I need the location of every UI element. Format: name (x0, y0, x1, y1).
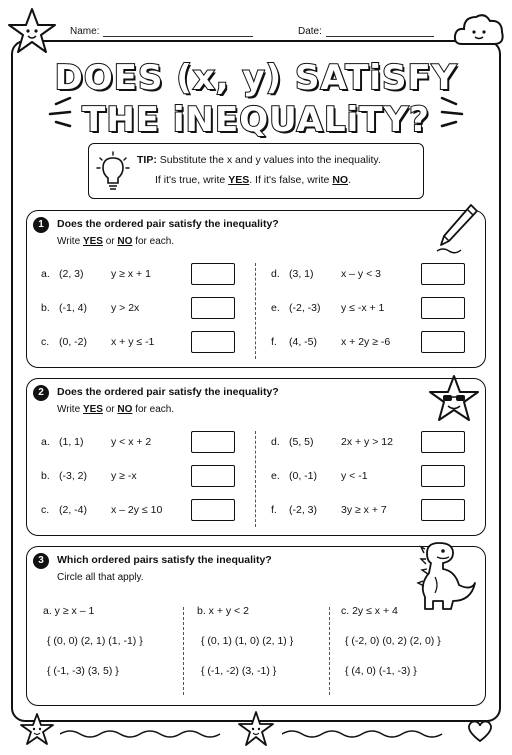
inequality-label: c. 2y ≤ x + 4 (341, 605, 398, 617)
squiggle-line (282, 728, 452, 740)
section-question: Which ordered pairs satisfy the inequality? (57, 554, 272, 566)
answer-box[interactable] (191, 431, 235, 453)
tip-label: TIP: (137, 154, 157, 166)
answer-box[interactable] (421, 465, 465, 487)
date-label: Date: (298, 26, 322, 37)
answer-box[interactable] (191, 465, 235, 487)
section-instruction: Write YES or NO for each. (57, 404, 175, 415)
title-line-1: DOES (x, y) SATiSFY (54, 58, 458, 98)
answer-box[interactable] (191, 297, 235, 319)
answer-box[interactable] (191, 331, 235, 353)
date-field[interactable] (298, 26, 434, 37)
list-item: c. (0, -2) x + y ≤ -1 (41, 331, 241, 353)
inequality-label: b. x + y < 2 (197, 605, 249, 617)
answer-box[interactable] (421, 263, 465, 285)
cool-star-icon (427, 373, 481, 425)
section-1 (26, 210, 486, 368)
list-item: b. (-3, 2) y ≥ -x (41, 465, 241, 487)
pair-set[interactable]: { (-1, -3) (3, 5) } (47, 665, 119, 677)
star-face-icon (6, 6, 58, 58)
heart-icon (466, 718, 494, 744)
pair-set[interactable]: { (-1, -2) (3, -1) } (201, 665, 277, 677)
list-item: d. (3, 1) x – y < 3 (271, 263, 471, 285)
section-instruction: Circle all that apply. (57, 572, 144, 583)
column-divider (329, 607, 330, 695)
section-question: Does the ordered pair satisfy the inequality? (57, 386, 279, 398)
list-item: c. (2, -4) x – 2y ≤ 10 (41, 499, 241, 521)
pencil-icon (435, 201, 481, 255)
star-face-icon (18, 712, 56, 750)
tip-line-1: Substitute the x and y values into the inequality. (159, 154, 381, 166)
section-3 (26, 546, 486, 706)
list-item: f. (-2, 3) 3y ≥ x + 7 (271, 499, 471, 521)
squiggle-line (60, 728, 230, 740)
answer-box[interactable] (421, 431, 465, 453)
inequality-label: a. y ≥ x – 1 (43, 605, 95, 617)
section-instruction: Write YES or NO for each. (57, 236, 175, 247)
answer-box[interactable] (191, 499, 235, 521)
answer-box[interactable] (421, 331, 465, 353)
tip-box (88, 143, 424, 199)
title-line-2: THE iNEQUALiTY? (82, 100, 430, 140)
pair-set[interactable]: { (0, 0) (2, 1) (1, -1) } (47, 635, 143, 647)
section-2 (26, 378, 486, 536)
cloud-face-icon (452, 8, 506, 50)
lightbulb-icon (95, 150, 131, 194)
list-item: a. (2, 3) y ≥ x + 1 (41, 263, 241, 285)
name-field[interactable] (70, 26, 253, 37)
column-divider (255, 431, 256, 527)
list-item: e. (-2, -3) y ≤ -x + 1 (271, 297, 471, 319)
sparkle-right-icon (438, 92, 472, 132)
column-divider (183, 607, 184, 695)
tip-line-2: If it's true, write YES. If it's false, write NO. (155, 174, 351, 186)
star-face-icon (236, 710, 276, 750)
list-item: f. (4, -5) x + 2y ≥ -6 (271, 331, 471, 353)
section-number: 1 (33, 217, 49, 233)
list-item: e. (0, -1) y < -1 (271, 465, 471, 487)
sparkle-left-icon (40, 92, 74, 132)
pair-set[interactable]: { (4, 0) (-1, -3) } (345, 665, 417, 677)
list-item: b. (-1, 4) y > 2x (41, 297, 241, 319)
list-item: a. (1, 1) y < x + 2 (41, 431, 241, 453)
answer-box[interactable] (421, 297, 465, 319)
section-number: 3 (33, 553, 49, 569)
column-divider (255, 263, 256, 359)
answer-box[interactable] (421, 499, 465, 521)
section-question: Does the ordered pair satisfy the inequality? (57, 218, 279, 230)
list-item: d. (5, 5) 2x + y > 12 (271, 431, 471, 453)
dinosaur-icon (397, 539, 477, 611)
pair-set[interactable]: { (0, 1) (1, 0) (2, 1) } (201, 635, 294, 647)
pair-set[interactable]: { (-2, 0) (0, 2) (2, 0) } (345, 635, 441, 647)
name-label: Name: (70, 26, 100, 37)
section-number: 2 (33, 385, 49, 401)
answer-box[interactable] (191, 263, 235, 285)
